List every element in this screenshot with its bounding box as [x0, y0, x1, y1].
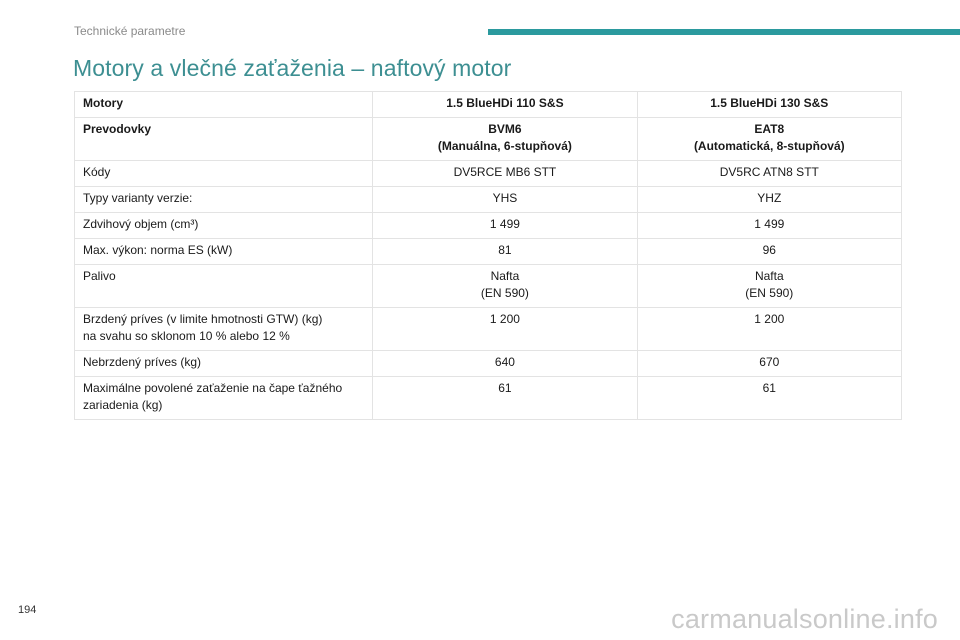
cell-text: Brzdený príves (v limite hmotnosti GTW) (kg) — [83, 312, 323, 326]
cell-text: 61 — [762, 381, 776, 395]
table-row — [75, 161, 902, 187]
cell-text: na svahu so sklonom 10 % alebo 12 % — [83, 329, 290, 343]
cell-text: 1 499 — [754, 217, 785, 231]
value-engine-110 — [373, 213, 637, 239]
value-engine-130 — [637, 187, 901, 213]
table-row — [75, 308, 902, 351]
section-label: Technické parametre — [74, 24, 186, 38]
cell-text: YHS — [492, 191, 518, 205]
cell-text: (Manuálna, 6-stupňová) — [437, 139, 572, 153]
cell-text: Palivo — [83, 269, 116, 283]
cell-text: BVM6 — [488, 122, 522, 136]
value-engine-130 — [637, 351, 901, 377]
cell-text: (Automatická, 8-stupňová) — [693, 139, 845, 153]
cell-text: YHZ — [757, 191, 782, 205]
value-engine-130 — [637, 308, 901, 351]
cell-text: 1 200 — [754, 312, 785, 326]
cell-text: (EN 590) — [745, 286, 794, 300]
value-engine-110 — [373, 265, 637, 308]
header-accent-bar — [488, 29, 960, 35]
table-row — [75, 187, 902, 213]
cell-text: Nebrzdený príves (kg) — [83, 355, 202, 369]
table-row — [75, 213, 902, 239]
cell-text: 96 — [762, 243, 776, 257]
row-label — [75, 118, 373, 161]
cell-text: Prevodovky — [83, 122, 152, 136]
table-row — [75, 118, 902, 161]
table-row — [75, 351, 902, 377]
row-label — [75, 351, 373, 377]
cell-text: 1 499 — [489, 217, 520, 231]
value-engine-110 — [373, 161, 637, 187]
engine-spec-table — [74, 91, 902, 420]
cell-text: Nafta — [754, 269, 784, 283]
value-engine-110 — [373, 118, 637, 161]
value-engine-130 — [637, 161, 901, 187]
cell-text: (EN 590) — [480, 286, 529, 300]
cell-text: Zdvihový objem (cm³) — [83, 217, 199, 231]
column-header-engines: Motory — [75, 92, 373, 118]
row-label — [75, 377, 373, 420]
value-engine-110 — [373, 187, 637, 213]
table-body — [75, 118, 902, 420]
table-row — [75, 265, 902, 308]
cell-text: 670 — [759, 355, 780, 369]
value-engine-130 — [637, 239, 901, 265]
row-label — [75, 161, 373, 187]
row-label — [75, 239, 373, 265]
value-engine-130 — [637, 118, 901, 161]
cell-text: DV5RCE MB6 STT — [453, 165, 557, 179]
cell-text: Max. výkon: norma ES (kW) — [83, 243, 233, 257]
column-header-engine-110: 1.5 BlueHDi 110 S&S — [373, 92, 637, 118]
column-header-engine-130: 1.5 BlueHDi 130 S&S — [637, 92, 901, 118]
cell-text: zariadenia (kg) — [83, 398, 163, 412]
row-label — [75, 213, 373, 239]
page-number: 194 — [18, 604, 37, 616]
value-engine-130 — [637, 265, 901, 308]
cell-text: 640 — [494, 355, 515, 369]
cell-text: 81 — [498, 243, 512, 257]
value-engine-110 — [373, 351, 637, 377]
cell-text: Kódy — [83, 165, 111, 179]
watermark: carmanualsonline.info — [671, 604, 938, 634]
cell-text: Maximálne povolené zaťaženie na čape ťažného — [83, 381, 343, 395]
row-label — [75, 187, 373, 213]
cell-text: EAT8 — [754, 122, 785, 136]
table-row — [75, 239, 902, 265]
cell-text: Nafta — [490, 269, 520, 283]
cell-text: Typy varianty verzie: — [83, 191, 193, 205]
value-engine-110 — [373, 308, 637, 351]
row-label — [75, 308, 373, 351]
table-row — [75, 377, 902, 420]
cell-text: 61 — [498, 381, 512, 395]
value-engine-110 — [373, 239, 637, 265]
row-label — [75, 265, 373, 308]
value-engine-110 — [373, 377, 637, 420]
cell-text: 1 200 — [489, 312, 520, 326]
cell-text: DV5RC ATN8 STT — [719, 165, 819, 179]
table-header-row — [75, 92, 902, 118]
page-title: Motory a vlečné zaťaženia – naftový motor — [73, 55, 512, 81]
value-engine-130 — [637, 213, 901, 239]
value-engine-130 — [637, 377, 901, 420]
